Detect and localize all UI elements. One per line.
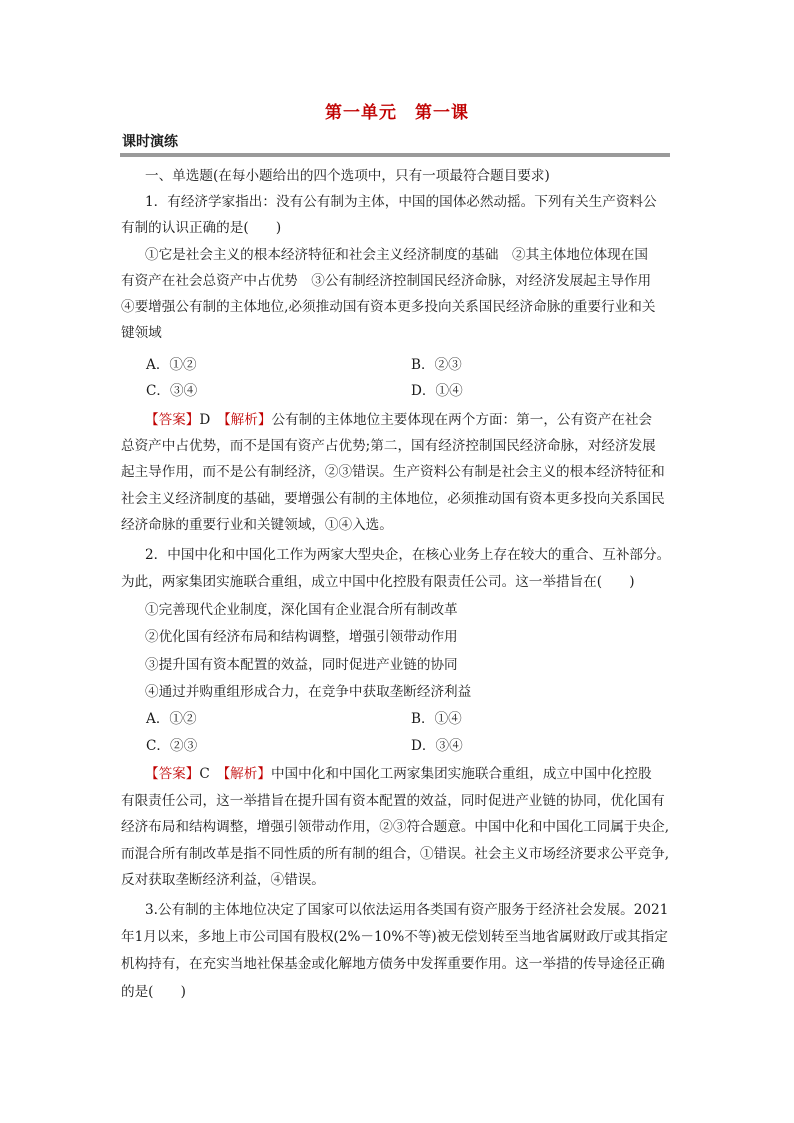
q1-option-a: A．①② (146, 357, 197, 373)
q2-item-line: ④通过并购重组形成合力，在竞争中获取垄断经济利益 (145, 684, 472, 700)
q2-analysis-line: 经济布局和结构调整，增强引领带动作用，②③符合题意。中国中化和中国化工同属于央企, (121, 819, 670, 835)
q2-option-a: A．①② (146, 711, 197, 727)
q2-analysis-line: 而混合所有制改革是指不同性质的所有制的组合，①错误。社会主义市场经济要求公平竞争, (121, 846, 670, 862)
q1-option-d: D．①④ (411, 383, 463, 399)
answer-value: D (199, 412, 211, 428)
instructions: 一、单选题(在每小题给出的四个选项中，只有一项最符合题目要求) (145, 168, 550, 184)
q1-analysis-line: 起主导作用，而不是公有制经济，②③错误。生产资料公有制是社会主义的根本经济特征和 (121, 464, 665, 480)
section-divider (120, 153, 670, 157)
q3-stem-line: 年1月以来，多地上市公司国有股权(2%－10%不等)被无偿划转至当地省属财政厅或其指定 (121, 929, 668, 945)
answer-value: C (199, 766, 210, 782)
analysis-label: 【解析】 (223, 766, 271, 782)
q2-answer-line (145, 765, 652, 783)
q2-item-line: ①完善现代企业制度，深化国有企业混合所有制改革 (145, 602, 458, 618)
q1-analysis-line: 社会主义经济制度的基础，要增强公有制的主体地位，必须推动国有资本更多投向关系国民 (121, 491, 665, 507)
q1-item-line: 键领域 (121, 325, 162, 341)
q2-item-line: ②优化国有经济布局和结构调整，增强引领带动作用 (145, 629, 458, 645)
q1-item-line: 有资产在社会总资产中占优势 ③公有制经济控制国民经济命脉，对经济发展起主导作用 (121, 273, 652, 289)
q2-option-b: B．①④ (411, 711, 462, 727)
q1-item-line: ④要增强公有制的主体地位,必须推动国有资本更多投向关系国民经济命脉的重要行业和关 (121, 299, 656, 315)
section-heading: 课时演练 (122, 134, 178, 150)
q1-option-b: B．②③ (411, 357, 462, 373)
q2-option-c: C．②③ (146, 738, 198, 754)
q1-stem-line: 有制的认识正确的是( ) (121, 220, 282, 236)
answer-label: 【答案】 (145, 412, 200, 428)
q1-option-c: C．③④ (146, 383, 198, 399)
q1-stem-line: 1．有经济学家指出：没有公有制为主体，中国的国体必然动摇。下列有关生产资料公 (145, 194, 657, 210)
q2-stem-line: 为此，两家集团实施联合重组，成立中国中化控股有限责任公司。这一举措旨在( ) (121, 574, 635, 590)
page-title: 第一单元 第一课 (325, 103, 469, 123)
q2-analysis-line: 反对获取垄断经济利益，④错误。 (121, 872, 325, 888)
analysis-text: 中国中化和中国化工两家集团实施联合重组，成立中国中化控股 (270, 766, 652, 782)
q1-item-line: ①它是社会主义的根本经济特征和社会主义经济制度的基础 ②其主体地位体现在国 (145, 247, 648, 263)
analysis-label: 【解析】 (223, 412, 272, 428)
q2-option-d: D．③④ (411, 738, 463, 754)
q3-stem-line: 3.公有制的主体地位决定了国家可以依法运用各类国有资产服务于经济社会发展。2021 (145, 902, 669, 918)
q1-analysis-line: 经济命脉的重要行业和关键领域，①④入选。 (121, 517, 393, 533)
q2-stem-line: 2．中国中化和中国化工作为两家大型央企，在核心业务上存在较大的重合、互补部分。 (145, 547, 671, 563)
answer-label: 【答案】 (145, 766, 200, 782)
q1-answer-line (145, 411, 652, 429)
q3-stem-line: 机构持有，在充实当地社保基金或化解地方债务中发挥重要作用。这一举措的传导途径正确 (121, 956, 665, 972)
analysis-text: 公有制的主体地位主要体现在两个方面：第一，公有资产在社会 (271, 412, 653, 428)
q2-item-line: ③提升国有资本配置的效益，同时促进产业链的协同 (145, 657, 458, 673)
q2-analysis-line: 有限责任公司，这一举措旨在提升国有资本配置的效益，同时促进产业链的协同，优化国有 (121, 793, 665, 809)
q3-stem-line: 的是( ) (121, 984, 186, 1000)
q1-analysis-line: 总资产中占优势，而不是国有资产占优势;第二，国有经济控制国民经济命脉，对经济发展 (121, 438, 656, 454)
